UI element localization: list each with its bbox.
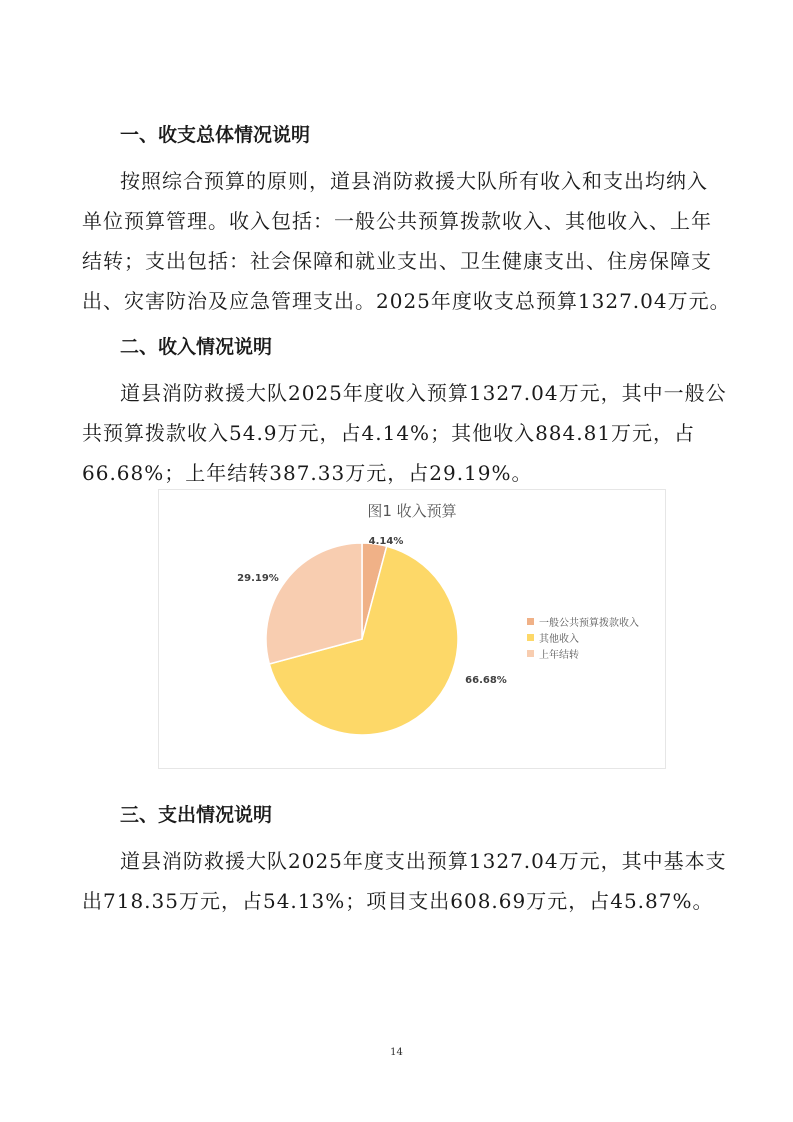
legend-label: 上年结转 bbox=[539, 649, 579, 661]
section3-heading: 三、支出情况说明 bbox=[120, 804, 273, 826]
section3-line: 出718.35万元，占54.13%；项目支出608.69万元，占45.87%。 bbox=[82, 889, 714, 913]
pie-data-label-3: 29.19% bbox=[237, 573, 279, 584]
section2-line: 共预算拨款收入54.9万元，占4.14%；其他收入884.81万元，占 bbox=[82, 421, 696, 445]
legend-swatch bbox=[527, 618, 534, 625]
income-pie-chart bbox=[158, 489, 666, 769]
chart-legend bbox=[527, 613, 639, 661]
section1-line: 结转；支出包括：社会保障和就业支出、卫生健康支出、住房保障支 bbox=[82, 249, 712, 273]
section2-paragraph bbox=[82, 373, 727, 493]
section3-line: 道县消防救援大队2025年度支出预算1327.04万元，其中基本支 bbox=[120, 849, 727, 873]
pie-data-label-2: 66.68% bbox=[465, 675, 507, 686]
section1-line: 出、灾害防治及应急管理支出。2025年度收支总预算1327.04万元。 bbox=[82, 289, 731, 313]
page-number: 14 bbox=[390, 1047, 403, 1058]
legend-swatch bbox=[527, 634, 534, 641]
section3-paragraph bbox=[82, 841, 727, 921]
legend-item bbox=[527, 613, 639, 629]
pie-data-label-1: 4.14% bbox=[368, 536, 404, 547]
section1-heading: 一、收支总体情况说明 bbox=[120, 124, 311, 146]
section1-line: 单位预算管理。收入包括：一般公共预算拨款收入、其他收入、上年 bbox=[82, 209, 712, 233]
legend-item bbox=[527, 645, 639, 661]
section2-line: 道县消防救援大队2025年度收入预算1327.04万元，其中一般公 bbox=[120, 381, 727, 405]
legend-label: 其他收入 bbox=[539, 633, 579, 645]
section2-line: 66.68%；上年结转387.33万元，占29.19%。 bbox=[82, 461, 533, 485]
legend-item bbox=[527, 629, 639, 645]
legend-swatch bbox=[527, 650, 534, 657]
section1-paragraph bbox=[82, 161, 731, 321]
chart-title: 图1 收入预算 bbox=[367, 502, 457, 520]
section2-heading: 二、收入情况说明 bbox=[120, 336, 273, 358]
section1-line: 按照综合预算的原则，道县消防救援大队所有收入和支出均纳入 bbox=[120, 169, 708, 193]
legend-label: 一般公共预算拨款收入 bbox=[539, 617, 639, 629]
